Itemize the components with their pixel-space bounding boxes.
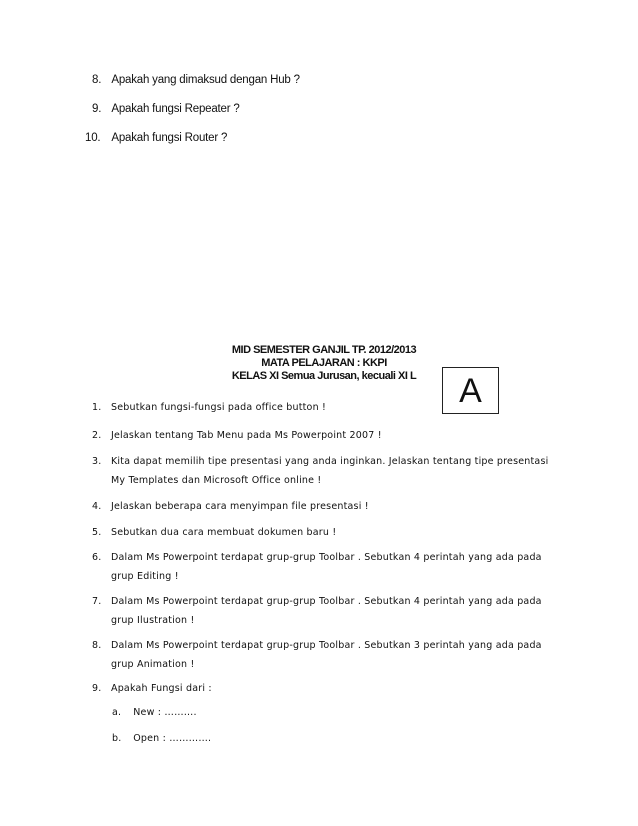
question-text: Dalam Ms Powerpoint terdapat grup-grup Toolbar . Sebutkan 4 perintah yang ada pada grup Editing ! bbox=[111, 552, 542, 582]
question-number: 5. bbox=[92, 527, 102, 538]
question-text: Jelaskan tentang Tab Menu pada Ms Powerpoint 2007 ! bbox=[111, 430, 382, 441]
question-number: 3. bbox=[92, 456, 102, 467]
question-text: Sebutkan fungsi-fungsi pada office button ! bbox=[111, 402, 327, 413]
question-text: Apakah Fungsi dari : bbox=[111, 683, 212, 694]
exam-subject: MATA PELAJARAN : KKPI bbox=[261, 357, 387, 369]
question-number: 8. bbox=[92, 74, 102, 86]
question-text: Jelaskan beberapa cara menyimpan file presentasi ! bbox=[111, 501, 369, 512]
question-number: 4. bbox=[92, 501, 102, 512]
question-number: 8. bbox=[92, 640, 102, 651]
question-number: 1. bbox=[92, 402, 102, 413]
question-text: Dalam Ms Powerpoint terdapat grup-grup Toolbar . Sebutkan 4 perintah yang ada pada grup Ilustration ! bbox=[111, 596, 542, 626]
sub-item-text: New : ………. bbox=[133, 707, 197, 718]
version-box: A bbox=[442, 367, 499, 414]
sub-item-letter: b. bbox=[112, 733, 122, 744]
question-number: 6. bbox=[92, 552, 102, 563]
question-text: Dalam Ms Powerpoint terdapat grup-grup Toolbar . Sebutkan 3 perintah yang ada pada grup Animation ! bbox=[111, 640, 542, 670]
question-number: 2. bbox=[92, 430, 102, 441]
question-text: Kita dapat memilih tipe presentasi yang anda inginkan. Jelaskan tentang tipe presentasi My Templates dan Microsoft Office online ! bbox=[111, 456, 549, 486]
question-number: 7. bbox=[92, 596, 102, 607]
question-text: Sebutkan dua cara membuat dokumen baru ! bbox=[111, 527, 337, 538]
top-question-9 bbox=[92, 103, 240, 115]
exam-header bbox=[210, 344, 438, 383]
question-text: Apakah yang dimaksud dengan Hub ? bbox=[111, 74, 300, 86]
question-number: 10. bbox=[85, 132, 101, 144]
sub-item-b bbox=[112, 733, 211, 744]
exam-class: KELAS XI Semua Jurusan, kecuali XI L bbox=[231, 370, 417, 382]
exam-title: MID SEMESTER GANJIL TP. 2012/2013 bbox=[231, 344, 417, 356]
question-number: 9. bbox=[92, 103, 102, 115]
question-number: 9. bbox=[92, 683, 102, 694]
sub-item-letter: a. bbox=[112, 707, 122, 718]
top-question-8 bbox=[92, 74, 300, 86]
sub-item-text: Open : …………. bbox=[133, 733, 212, 744]
sub-item-a bbox=[112, 707, 197, 718]
question-text: Apakah fungsi Router ? bbox=[111, 132, 228, 144]
question-text: Apakah fungsi Repeater ? bbox=[111, 103, 240, 115]
top-question-10 bbox=[85, 132, 228, 144]
